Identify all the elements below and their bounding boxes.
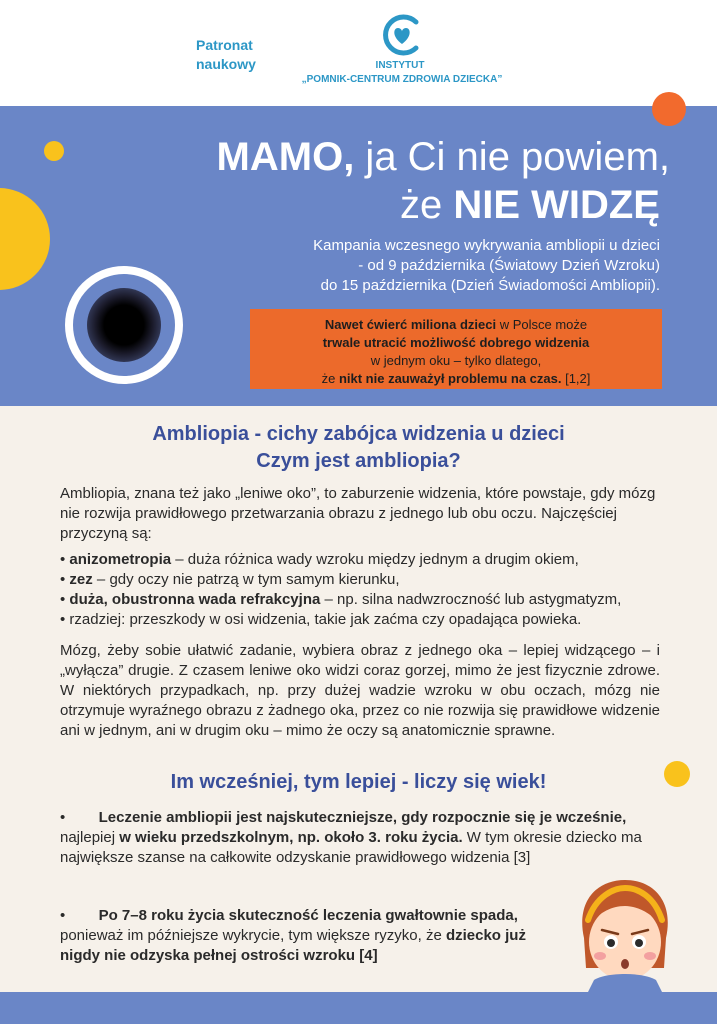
section-heading-age: Im wcześniej, tym lepiej - liczy się wiek!	[170, 771, 547, 793]
yellow-dot-decoration	[44, 141, 64, 161]
explanation-paragraph: Mózg, żeby sobie ułatwić zadanie, wybiera obraz z jednego oka – lepiej widzącego – i „wyłącza” drugie. Z czasem leniwe oko widzi coraz gorzej, mimo że jest fizycznie zdrowe. W niektórych przypadkach, np. przy dużej wadzie wzroku w obu oczach, mózg nie otrzymuje wyraźnego obrazu z żadnego oka, przez co nie rozwija się prawidłowe widzenie ani w jednym, ani w drugim oku – mimo że oczy są anatomicznie sprawne.	[60, 642, 660, 739]
causes-list	[60, 550, 680, 630]
list-item: • duża, obustronna wada refrakcyjna – np. silna nadwzroczność lub astygmatyzm,	[60, 591, 622, 608]
intro-paragraph: Ambliopia, znana też jako „leniwe oko”, to zaburzenie widzenia, które powstaje, gdy mózg nie rozwija prawidłowego przetwarzania obrazu z jednego lub obu oczu. Najczęściej przyczyną są:	[60, 485, 656, 542]
section-heading-ambliopia: Ambliopia - cichy zabójca widzenia u dzieci	[152, 423, 565, 445]
footer-band	[0, 992, 717, 1024]
eye-icon	[65, 266, 183, 384]
orange-dot-decoration	[652, 92, 686, 126]
section-heading-what-is: Czym jest ambliopia?	[256, 450, 461, 472]
list-item: • rzadziej: przeszkody w osi widzenia, takie jak zaćma czy opadająca powieka.	[60, 611, 582, 628]
header-band	[0, 0, 717, 106]
yellow-dot-decoration	[664, 761, 690, 787]
heart-in-c-icon	[378, 14, 426, 56]
age-paragraph-2: • Po 7–8 roku życia skuteczność leczenia gwałtownie spada, ponieważ im późniejsze wykrycie, tym większe ryzyko, że dziecko już nigdy nie odzyska pełnej ostrości wzroku [4]	[60, 907, 526, 964]
hero-title-line-2: że NIE WIDZĘ	[399, 183, 660, 227]
patronat-label: Patronat naukowy	[196, 37, 256, 72]
worried-child-icon	[566, 872, 684, 992]
alert-box: Nawet ćwierć miliona dzieci w Polsce może trwale utracić możliwość dobrego widzenia w jednym oku – tylko dlatego, że nikt nie zauważył problemu na czas. [1,2]	[250, 309, 662, 389]
age-paragraph-1: • Leczenie ambliopii jest najskuteczniejsze, gdy rozpocznie się je wcześnie, najlepiej w wieku przedszkolnym, np. około 3. roku życia. W tym okresie dziecko ma największe szanse na całkowite odzyskanie prawidłowego widzenia [3]	[60, 809, 642, 866]
list-item: • zez – gdy oczy nie patrzą w tym samym kierunku,	[60, 571, 400, 588]
logo-instytut-text: INSTYTUT	[375, 60, 425, 71]
campaign-description: Kampania wczesnego wykrywania ambliopii u dzieci - od 9 października (Światowy Dzień Wzroku) do 15 października (Dzień Świadomości Ambliopii).	[313, 237, 660, 294]
list-item: • anizometropia – duża różnica wady wzroku między jednym a drugim okiem,	[60, 551, 579, 568]
logo-institute-name: „POMNIK-CENTRUM ZDROWIA DZIECKA”	[301, 74, 503, 85]
hero-title-line-1: MAMO, ja Ci nie powiem,	[216, 135, 670, 179]
